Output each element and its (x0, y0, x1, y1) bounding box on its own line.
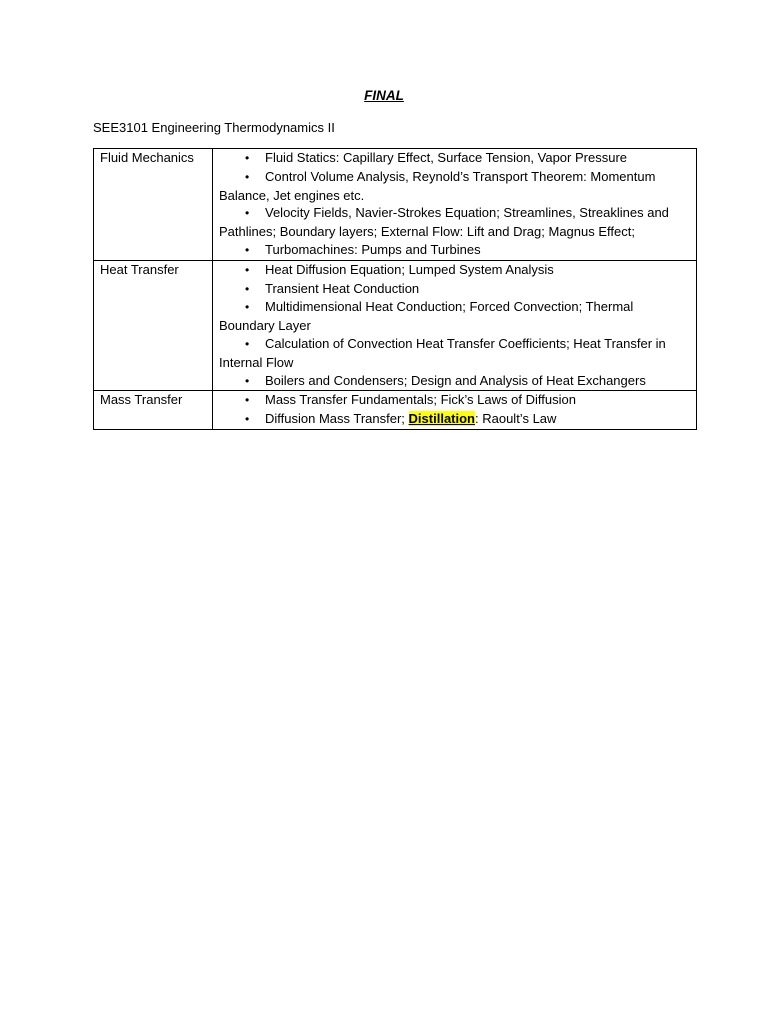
bullet-icon: • (245, 169, 250, 184)
bullet-icon: • (245, 206, 250, 221)
list-item-text: Fluid Statics: Capillary Effect, Surface Tension, Vapor Pressure (265, 150, 628, 165)
highlighted-term: Distillation (408, 411, 475, 427)
list-item (219, 280, 688, 299)
list-item (219, 149, 688, 168)
bullet-icon: • (245, 336, 250, 351)
list-item (219, 204, 688, 241)
section-name: Fluid Mechanics (94, 149, 213, 261)
list-item-text: Velocity Fields, Navier-Strokes Equation; Streamlines, Streaklines and Pathlines; Boundary layers; External Flow: Lift and Drag; Magnus Effect; (219, 205, 669, 240)
list-item (219, 168, 688, 205)
section-items (213, 260, 697, 391)
topics-table (93, 148, 697, 430)
list-item-text-after: : Raoult’s Law (475, 411, 557, 427)
list-item-text: Control Volume Analysis, Reynold’s Transport Theorem: Momentum Balance, Jet engines etc. (219, 168, 656, 203)
section-name: Heat Transfer (94, 260, 213, 391)
list-item-text: Calculation of Convection Heat Transfer Coefficients; Heat Transfer in Internal Flow (219, 335, 666, 370)
list-item (219, 410, 688, 429)
list-item (219, 261, 688, 280)
list-item-text: Boilers and Condensers; Design and Analysis of Heat Exchangers (265, 372, 646, 388)
table-row (94, 260, 697, 391)
list-item-text: Multidimensional Heat Conduction; Forced Convection; Thermal Boundary Layer (219, 299, 634, 334)
bullet-icon: • (245, 242, 250, 257)
bullet-icon: • (245, 281, 250, 296)
bullet-icon: • (245, 393, 250, 408)
list-item (219, 241, 688, 260)
list-item (219, 335, 688, 372)
list-item (219, 391, 688, 410)
bullet-icon: • (245, 151, 250, 165)
list-item-text: Turbomachines: Pumps and Turbines (265, 241, 481, 257)
section-items (213, 149, 697, 261)
list-item (219, 298, 688, 335)
bullet-icon: • (245, 412, 250, 427)
course-title: SEE3101 Engineering Thermodynamics II (93, 120, 335, 135)
table-row (94, 149, 697, 261)
section-items (213, 391, 697, 430)
table-row (94, 391, 697, 430)
list-item-text: Mass Transfer Fundamentals; Fick’s Laws of Diffusion (265, 392, 576, 408)
list-item-text: Heat Diffusion Equation; Lumped System Analysis (265, 261, 554, 277)
list-item-text-before: Diffusion Mass Transfer; (265, 411, 409, 427)
bullet-icon: • (245, 373, 250, 388)
bullet-icon: • (245, 262, 250, 277)
bullet-icon: • (245, 300, 250, 315)
list-item (219, 372, 688, 391)
list-item-text: Transient Heat Conduction (265, 280, 420, 296)
section-name: Mass Transfer (94, 391, 213, 430)
page-title: FINAL (364, 88, 404, 103)
